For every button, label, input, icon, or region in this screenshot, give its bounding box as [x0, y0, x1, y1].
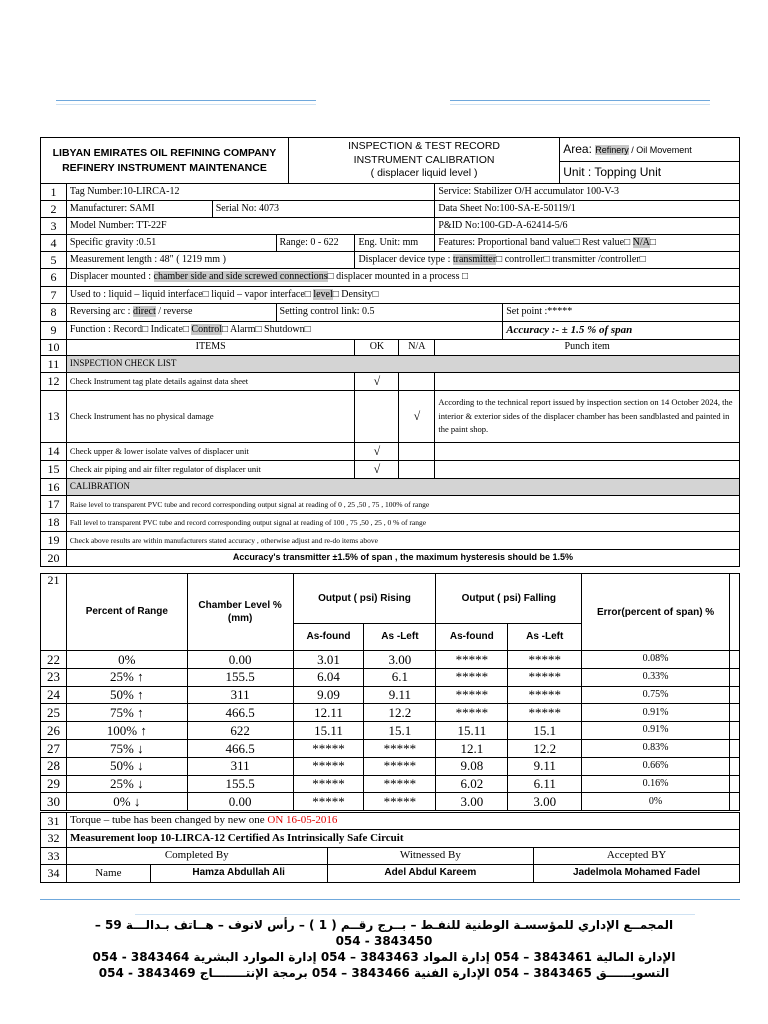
row-number: 19: [41, 532, 67, 550]
cal-fl: 6.11: [508, 775, 582, 793]
row-number: 20: [41, 550, 67, 567]
torque-note: Torque – tube has been changed by new one ON 16-05-2016: [66, 813, 739, 830]
tag-number: Tag Number:10-LIRCA-12: [66, 184, 434, 201]
accuracy: Accuracy :- ± 1.5 % of span: [503, 322, 740, 340]
decor-line-left-2: [56, 104, 316, 105]
displacer-mounted: Displacer mounted : chamber side and side screwed connections□ displacer mounted in a process □: [66, 269, 739, 287]
cal-pct: 25% ↓: [66, 775, 187, 793]
falling-as-left-header: As -Left: [508, 624, 582, 651]
cal-ff: 12.1: [436, 739, 508, 757]
used-to: Used to : liquid – liquid interface□ liquid – vapor interface□ level□ Density□: [66, 287, 739, 304]
serial-number: Serial No: 4073: [212, 201, 435, 218]
witnessed-by-header: Witnessed By: [327, 848, 534, 865]
cal-err: 0.91%: [582, 704, 730, 722]
accuracy-requirement: Accuracy's transmitter ±1.5% of span , the maximum hysteresis should be 1.5%: [66, 550, 739, 567]
decor-line-right-2: [450, 104, 710, 105]
cal-rf: *****: [293, 775, 364, 793]
calibration-row: [41, 793, 740, 811]
calibration-row: [41, 757, 740, 775]
cal-pct: 50% ↑: [66, 686, 187, 704]
range: Range: 0 - 622: [276, 235, 355, 252]
check-mark: √: [355, 443, 399, 461]
cal-rl: 9.11: [364, 686, 436, 704]
row-number: 17: [41, 496, 67, 514]
cal-err: 0%: [582, 793, 730, 811]
cal-pct: 0%: [66, 651, 187, 669]
cal-lvl: 155.5: [187, 775, 293, 793]
row-number: 8: [41, 304, 67, 322]
accepted-by-name: Jadelmola Mohamed Fadel: [534, 865, 740, 883]
cal-rl: *****: [364, 775, 436, 793]
row-number: 9: [41, 322, 67, 340]
measurement-length: Measurement length : 48" ( 1219 mm ): [66, 252, 355, 269]
cal-rl: *****: [364, 739, 436, 757]
check-item: Check upper & lower isolate valves of displacer unit: [66, 443, 355, 461]
footer-departments-2: التسويــــــق 3843465 – 054 الإدارة الفنية 3843466 – 054 برمجة الإنتــــــــاج 3843469 - 054: [98, 966, 670, 980]
displacer-device-type: Displacer device type : transmitter□ controller□ transmitter /controller□: [355, 252, 740, 269]
punch-item: According to the technical report issued by inspection section on 14 October 2024, the interior & exterior sides of the displacer chamber has been sandblasted and painted in the paint shop.: [435, 391, 740, 443]
cal-lvl: 466.5: [187, 739, 293, 757]
na-header: N/A: [399, 340, 435, 356]
set-point: Set point :*****: [503, 304, 740, 322]
cal-fl: 12.2: [508, 739, 582, 757]
form-table: [40, 183, 740, 567]
manufacturer: Manufacturer: SAMI: [66, 201, 212, 218]
function: Function : Record□ Indicate□ Control□ Alarm□ Shutdown□: [66, 322, 502, 340]
cal-pct: 0% ↓: [66, 793, 187, 811]
cal-fl: 15.1: [508, 722, 582, 740]
cal-rf: 6.04: [293, 668, 364, 686]
completed-by-name: Hamza Abdullah Ali: [150, 865, 327, 883]
error-header: Error(percent of span) %: [582, 574, 730, 651]
features: Features: Proportional band value□ Rest value□ N/A□: [435, 235, 740, 252]
cal-fl: 9.11: [508, 757, 582, 775]
calibration-step: Fall level to transparent PVC tube and record corresponding output signal at reading of 100 , 75 ,50 , 25 , 0 % of range: [66, 514, 739, 532]
cal-num: 29: [41, 775, 67, 793]
calibration-row: [41, 668, 740, 686]
specific-gravity: Specific gravity :0.51: [66, 235, 276, 252]
footer-line: [40, 899, 740, 900]
falling-header: Output ( psi) Falling: [436, 574, 582, 624]
cal-err: 0.75%: [582, 686, 730, 704]
chamber-level-header: Chamber Level % (mm): [187, 574, 293, 651]
footer-phone: 054 - 3843450: [335, 934, 433, 948]
cal-fl: *****: [508, 704, 582, 722]
percent-of-range-header: Percent of Range: [66, 574, 187, 651]
cal-num: 30: [41, 793, 67, 811]
cal-num: 23: [41, 668, 67, 686]
cal-rl: 3.00: [364, 651, 436, 669]
cal-lvl: 0.00: [187, 651, 293, 669]
cal-err: 0.91%: [582, 722, 730, 740]
cal-pct: 100% ↑: [66, 722, 187, 740]
rising-as-left-header: As -Left: [364, 624, 436, 651]
calibration-row: [41, 686, 740, 704]
footer-departments-1: الإدارة المالية 3843461 – 054 إدارة المواد 3843463 – 054 إدارة الموارد البشرية 3843464 - 054: [92, 950, 676, 964]
row-number: 15: [41, 461, 67, 479]
footer-line-2: [135, 914, 695, 915]
cal-lvl: 466.5: [187, 704, 293, 722]
signoff-table: [40, 812, 740, 883]
row-number: 21: [41, 574, 67, 651]
reversing-arc: Reversing arc : direct / reverse: [66, 304, 276, 322]
row-number: 7: [41, 287, 67, 304]
cal-pct: 75% ↑: [66, 704, 187, 722]
row-number: 18: [41, 514, 67, 532]
company-name: LIBYAN EMIRATES OIL REFINING COMPANY REFINERY INSTRUMENT MAINTENANCE: [41, 138, 289, 184]
footer-address: المجمــع الإداري للمؤسسـة الوطنية للنفـط – بــرج رقــم ( 1 ) – رأس لانوف – هــاتف بـدالـــة 59 –: [94, 918, 674, 932]
cal-lvl: 155.5: [187, 668, 293, 686]
cal-ff: *****: [436, 704, 508, 722]
row-number: 34: [41, 865, 67, 883]
row-number: 31: [41, 813, 67, 830]
calibration-row: [41, 704, 740, 722]
cal-rl: 12.2: [364, 704, 436, 722]
cal-rf: 12.11: [293, 704, 364, 722]
cal-pct: 25% ↑: [66, 668, 187, 686]
header-table: [40, 137, 740, 184]
row-number: 33: [41, 848, 67, 865]
cal-ff: *****: [436, 686, 508, 704]
cal-err: 0.08%: [582, 651, 730, 669]
cal-fl: *****: [508, 686, 582, 704]
row-number: 4: [41, 235, 67, 252]
cal-ff: 9.08: [436, 757, 508, 775]
certification-note: Measurement loop 10-LIRCA-12 Certified As Intrinsically Safe Circuit: [66, 830, 739, 848]
row-number: 10: [41, 340, 67, 356]
row-number: 5: [41, 252, 67, 269]
cal-err: 0.66%: [582, 757, 730, 775]
model-number: Model Number: TT-22F: [66, 218, 434, 235]
cal-rf: *****: [293, 757, 364, 775]
row-number: 13: [41, 391, 67, 443]
cal-rl: *****: [364, 793, 436, 811]
cal-pct: 50% ↓: [66, 757, 187, 775]
calibration-row: [41, 722, 740, 740]
falling-as-found-header: As-found: [436, 624, 508, 651]
unit-cell: Unit : Topping Unit: [560, 162, 740, 184]
cal-num: 24: [41, 686, 67, 704]
decor-line-left: [56, 100, 316, 101]
cal-rf: *****: [293, 739, 364, 757]
calibration-section: CALIBRATION: [66, 479, 739, 496]
cal-fl: *****: [508, 668, 582, 686]
row-number: 3: [41, 218, 67, 235]
cal-ff: 15.11: [436, 722, 508, 740]
cal-pct: 75% ↓: [66, 739, 187, 757]
data-sheet-number: Data Sheet No:100-SA-E-50119/1: [435, 201, 740, 218]
cal-err: 0.16%: [582, 775, 730, 793]
check-mark: √: [355, 373, 399, 391]
witnessed-by-name: Adel Abdul Kareem: [327, 865, 534, 883]
punch-header: Punch item: [435, 340, 740, 356]
cal-num: 26: [41, 722, 67, 740]
area-cell: Area: Refinery / Oil Movement: [560, 138, 740, 162]
name-label: Name: [66, 865, 150, 883]
row-number: 16: [41, 479, 67, 496]
check-mark: √: [355, 461, 399, 479]
service: Service: Stabilizer O/H accumulator 100-V-3: [435, 184, 740, 201]
cal-rf: 3.01: [293, 651, 364, 669]
cal-rl: 15.1: [364, 722, 436, 740]
cal-num: 27: [41, 739, 67, 757]
cal-fl: *****: [508, 651, 582, 669]
row-number: 32: [41, 830, 67, 848]
engineering-unit: Eng. Unit: mm: [355, 235, 435, 252]
cal-rf: 15.11: [293, 722, 364, 740]
calibration-step: Raise level to transparent PVC tube and record corresponding output signal at reading of 0 , 25 ,50 , 75 , 100% of range: [66, 496, 739, 514]
calibration-row: [41, 739, 740, 757]
rising-as-found-header: As-found: [293, 624, 364, 651]
accepted-by-header: Accepted BY: [534, 848, 740, 865]
setting-control-link: Setting control link: 0.5: [276, 304, 503, 322]
cal-num: 22: [41, 651, 67, 669]
inspection-check-list: INSPECTION CHECK LIST: [66, 356, 739, 373]
row-number: 12: [41, 373, 67, 391]
cal-fl: 3.00: [508, 793, 582, 811]
cal-rl: *****: [364, 757, 436, 775]
cal-err: 0.33%: [582, 668, 730, 686]
check-item: Check Instrument has no physical damage: [66, 391, 355, 443]
check-mark: √: [399, 391, 435, 443]
rising-header: Output ( psi) Rising: [293, 574, 436, 624]
cal-ff: *****: [436, 651, 508, 669]
row-number: 2: [41, 201, 67, 218]
cal-rl: 6.1: [364, 668, 436, 686]
check-item: Check air piping and air filter regulator of displacer unit: [66, 461, 355, 479]
calibration-row: [41, 651, 740, 669]
cal-rf: *****: [293, 793, 364, 811]
row-number: 11: [41, 356, 67, 373]
cal-lvl: 622: [187, 722, 293, 740]
calibration-row: [41, 775, 740, 793]
calibration-step: Check above results are within manufacturers stated accuracy , otherwise adjust and re-do items above: [66, 532, 739, 550]
row-number: 6: [41, 269, 67, 287]
cal-err: 0.83%: [582, 739, 730, 757]
decor-line-right: [450, 100, 710, 101]
items-header: ITEMS: [66, 340, 355, 356]
cal-lvl: 0.00: [187, 793, 293, 811]
row-number: 1: [41, 184, 67, 201]
cal-ff: 6.02: [436, 775, 508, 793]
calibration-table: [40, 573, 740, 811]
ok-header: OK: [355, 340, 399, 356]
cal-num: 28: [41, 757, 67, 775]
cal-ff: *****: [436, 668, 508, 686]
record-title: INSPECTION & TEST RECORD INSTRUMENT CALIBRATION ( displacer liquid level ): [288, 138, 559, 184]
completed-by-header: Completed By: [66, 848, 327, 865]
pid-number: P&ID No:100-GD-A-62414-5/6: [435, 218, 740, 235]
cal-rf: 9.09: [293, 686, 364, 704]
check-item: Check Instrument tag plate details against data sheet: [66, 373, 355, 391]
cal-lvl: 311: [187, 757, 293, 775]
cal-num: 25: [41, 704, 67, 722]
cal-lvl: 311: [187, 686, 293, 704]
cal-ff: 3.00: [436, 793, 508, 811]
row-number: 14: [41, 443, 67, 461]
